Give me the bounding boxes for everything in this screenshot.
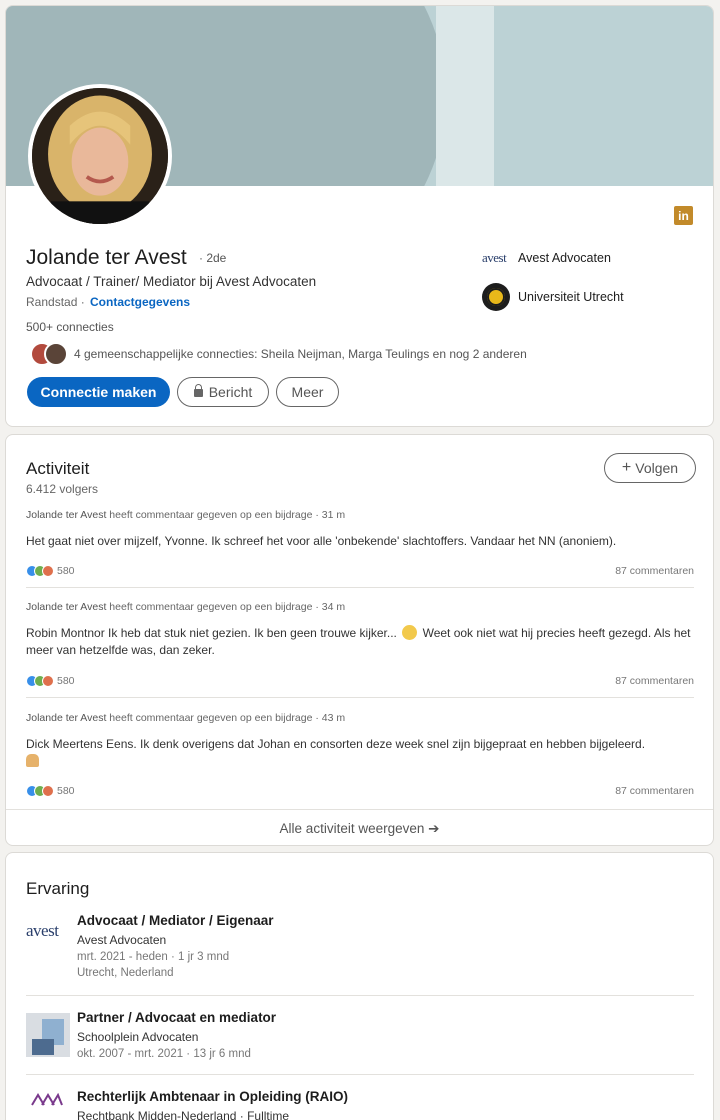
post-meta: [26, 509, 694, 521]
avest-logo-icon: avest: [482, 250, 507, 265]
post-text-part: Weet ook niet wat hij precies heeft gezegd. Als het meer van hetzelfde was, dan zeker.: [26, 626, 691, 657]
post-text[interactable]: [26, 625, 694, 659]
reactions[interactable]: [26, 565, 75, 577]
profile-headline: Advocaat / Trainer/ Mediator bij Avest Advocaten: [26, 274, 317, 289]
divider: [26, 697, 694, 698]
praying-hands-emoji-icon: [26, 754, 39, 767]
post-action: heeft commentaar gegeven op een bijdrage · 43 m: [109, 712, 346, 724]
follow-button-label: Volgen: [635, 460, 679, 476]
contact-info-link[interactable]: Contactgegevens: [90, 295, 191, 309]
mutual-connections-avatars[interactable]: [30, 342, 70, 366]
post-text-part: Robin Montnor Ik heb dat stuk niet gezien. Ik ben geen trouwe kijker...: [26, 626, 397, 640]
post-author[interactable]: Jolande ter Avest: [26, 601, 107, 613]
comment-count[interactable]: 87 commentaren: [615, 785, 694, 797]
post-author[interactable]: Jolande ter Avest: [26, 712, 107, 724]
love-icon: [42, 565, 54, 577]
post-stats: [26, 785, 694, 797]
post-action: heeft commentaar gegeven op een bijdrage · 34 m: [109, 601, 346, 613]
message-button-label: Bericht: [208, 384, 253, 400]
universiteit-utrecht-logo-icon: [482, 283, 510, 311]
post-meta: [26, 601, 694, 613]
reactions[interactable]: [26, 675, 75, 687]
avatar: [44, 342, 68, 366]
post-text[interactable]: Het gaat niet over mijzelf, Yvonne. Ik schreef het voor alle 'onbekende' slachtoffers. Vandaar het NN (anoniem).: [26, 534, 617, 548]
reactions[interactable]: [26, 785, 75, 797]
comment-count[interactable]: 87 commentaren: [615, 675, 694, 687]
avest-logo-icon: avest: [26, 921, 59, 940]
activity-title: Activiteit: [26, 459, 90, 478]
activity-card: [5, 434, 714, 846]
followers-count: 6.412 volgers: [26, 482, 99, 496]
love-icon: [42, 785, 54, 797]
current-company[interactable]: [482, 250, 611, 266]
profile-name: Jolande ter Avest: [26, 246, 187, 269]
rechtbank-logo-icon: [26, 1089, 70, 1120]
profile-avatar[interactable]: [28, 84, 172, 228]
experience-dates: mrt. 2021 - heden · 1 jr 3 mnd: [77, 951, 230, 963]
love-icon: [42, 675, 54, 687]
reaction-count: 580: [57, 785, 75, 797]
profile-card: [5, 5, 714, 427]
experience-location: Utrecht, Nederland: [77, 967, 174, 979]
post-meta: [26, 712, 694, 724]
mutual-connections-text[interactable]: 4 gemeenschappelijke connecties: Sheila Neijman, Marga Teulings en nog 2 anderen: [74, 347, 527, 361]
message-button[interactable]: [177, 377, 269, 407]
activity-post[interactable]: [26, 509, 694, 550]
lock-icon: [194, 389, 203, 397]
post-text-part: Dick Meertens Eens. Ik denk overigens dat Johan en consorten deze week snel zijn bijgepraat en hebben bijgeleerd.: [26, 737, 646, 751]
divider: [26, 1074, 694, 1075]
reaction-count: 580: [57, 565, 75, 577]
experience-role: Partner / Advocaat en mediator: [77, 1010, 277, 1025]
current-company-name: Avest Advocaten: [518, 251, 611, 265]
comment-count[interactable]: 87 commentaren: [615, 565, 694, 577]
see-all-activity-button[interactable]: Alle activiteit weergeven ➔: [6, 809, 713, 846]
post-text[interactable]: [26, 736, 694, 770]
experience-company: Rechtbank Midden-Nederland · Fulltime: [77, 1109, 290, 1120]
divider: [26, 995, 694, 996]
experience-title: Ervaring: [26, 879, 90, 898]
reaction-count: 580: [57, 675, 75, 687]
post-author[interactable]: Jolande ter Avest: [26, 509, 107, 521]
more-button[interactable]: Meer: [276, 377, 339, 407]
profile-location: Randstad ·: [26, 295, 85, 309]
connection-degree: · 2de: [199, 251, 227, 265]
connect-button[interactable]: Connectie maken: [27, 377, 170, 407]
post-stats: [26, 565, 694, 577]
follow-button[interactable]: [604, 453, 696, 483]
activity-post[interactable]: [26, 712, 694, 770]
connections-count[interactable]: 500+ connecties: [26, 320, 114, 334]
schoolplein-logo-icon: [26, 1013, 70, 1057]
experience-role: Rechterlijk Ambtenaar in Opleiding (RAIO): [77, 1089, 349, 1104]
laughing-emoji-icon: [402, 625, 417, 640]
linkedin-icon[interactable]: in: [674, 206, 693, 225]
divider: [26, 587, 694, 588]
plus-icon: +: [621, 459, 632, 476]
post-action: heeft commentaar gegeven op een bijdrage · 31 m: [109, 509, 346, 521]
experience-dates: okt. 2007 - mrt. 2021 · 13 jr 6 mnd: [77, 1048, 251, 1060]
activity-post[interactable]: [26, 601, 694, 659]
experience-role: Advocaat / Mediator / Eigenaar: [77, 913, 274, 928]
experience-card: [5, 852, 714, 1120]
education-name: Universiteit Utrecht: [518, 290, 624, 304]
experience-company: Avest Advocaten: [77, 933, 167, 947]
education[interactable]: [482, 283, 624, 311]
experience-company: Schoolplein Advocaten: [77, 1030, 199, 1044]
post-stats: [26, 675, 694, 687]
